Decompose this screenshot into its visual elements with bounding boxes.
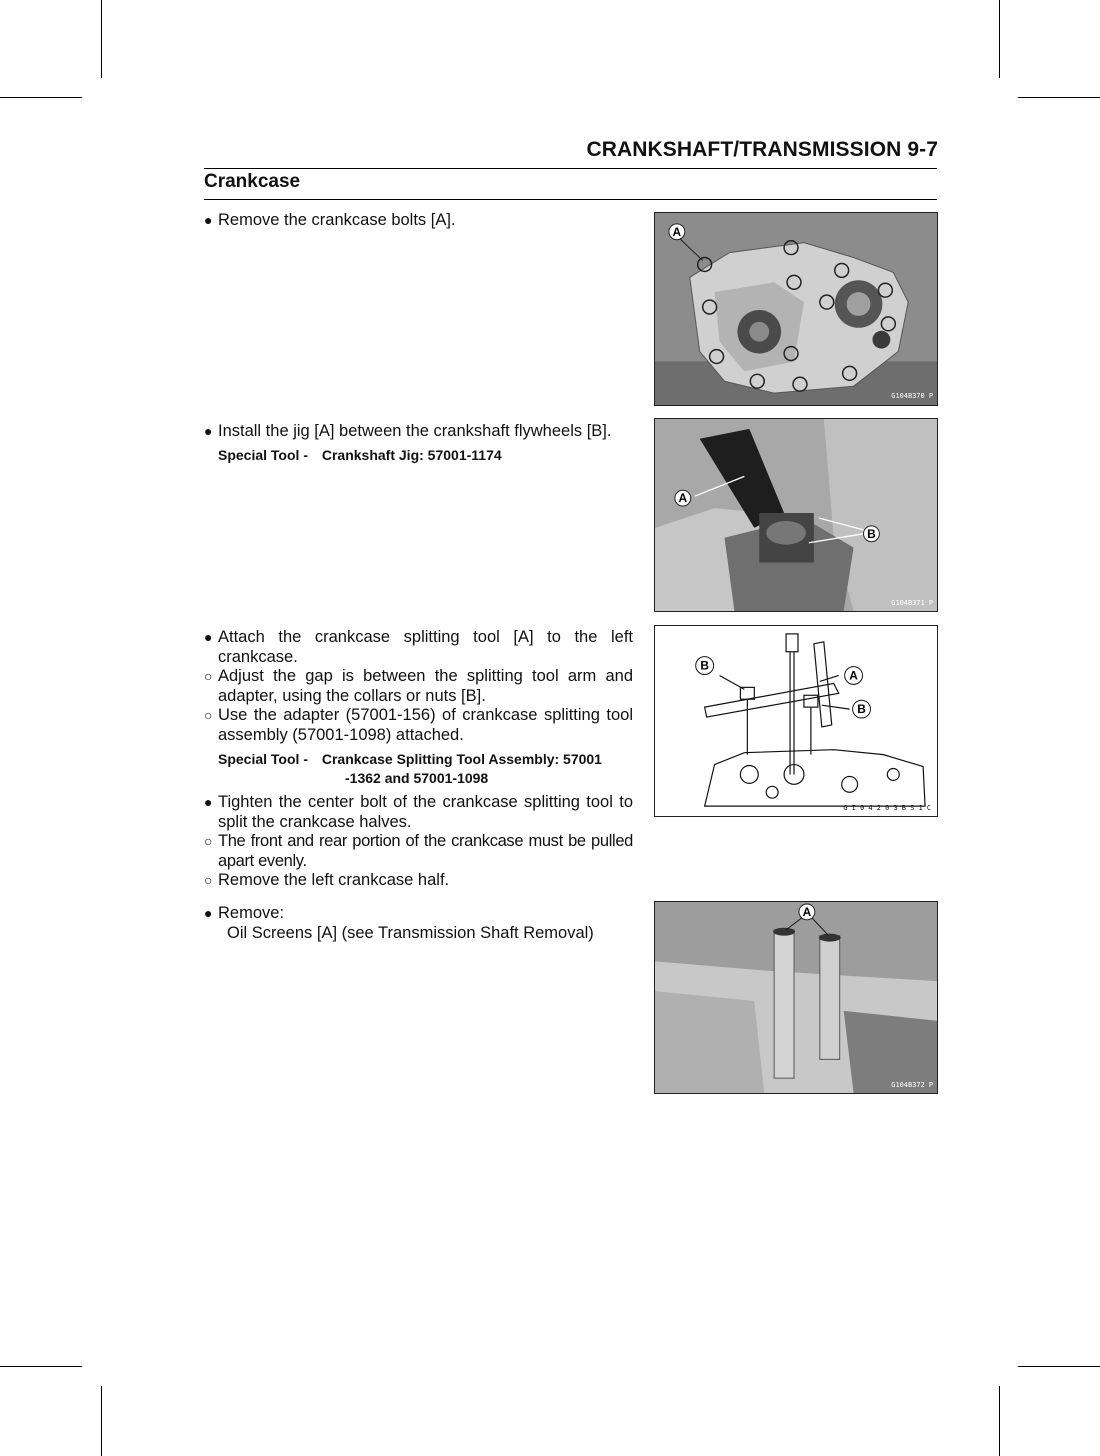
callout-b: B	[857, 702, 866, 717]
header-rule	[204, 168, 937, 169]
circle-bullet-icon: ○	[204, 872, 213, 888]
crop-mark	[0, 1366, 82, 1367]
bullet-icon: ●	[204, 905, 213, 921]
step-tighten-bolt	[204, 793, 633, 832]
crop-mark	[1018, 97, 1100, 98]
section-rule	[204, 199, 937, 200]
figure-code: G104B370 P	[891, 392, 934, 401]
crop-mark	[999, 0, 1000, 78]
bullet-icon: ●	[204, 212, 213, 228]
special-tool-name: Crankcase Splitting Tool Assembly: 57001	[321, 751, 602, 767]
crop-mark	[1018, 1366, 1100, 1367]
circle-bullet-icon: ○	[204, 707, 213, 723]
step-remove	[204, 904, 633, 924]
special-tool-label: Special Tool -	[218, 751, 308, 767]
crop-mark	[101, 1386, 102, 1456]
figure-code: G104B372 P	[891, 1081, 934, 1090]
figure-crankcase-bolts	[654, 212, 938, 406]
figure-splitting-tool	[654, 625, 938, 817]
special-tool-name: Crankshaft Jig: 57001-1174	[321, 447, 502, 463]
special-tool-label: Special Tool -	[218, 447, 308, 463]
step-text: The front and rear portion of the crankcase must be pulled apart evenly.	[218, 832, 633, 870]
step-attach-tool	[204, 628, 633, 667]
section-title: Crankcase	[204, 171, 301, 192]
bullet-icon: ●	[204, 794, 213, 810]
step-text: Tighten the center bolt of the crankcase splitting tool to split the crankcase halves.	[218, 793, 633, 831]
callout-a: A	[678, 491, 688, 506]
step-remove-bolts	[204, 211, 633, 231]
figure-oil-screens	[654, 901, 938, 1094]
step-text: Use the adapter (57001-156) of crankcase splitting tool assembly (57001-1098) attached.	[218, 706, 633, 744]
step-text: Remove:	[218, 904, 285, 922]
crop-mark	[999, 1386, 1000, 1456]
special-tool-splitter	[218, 750, 633, 788]
step-install-jig	[204, 422, 644, 442]
figure-code: G104B371 P	[891, 599, 934, 608]
callout-a: A	[849, 668, 858, 683]
circle-bullet-icon: ○	[204, 833, 213, 849]
chapter-title: CRANKSHAFT/TRANSMISSION 9-7	[586, 138, 938, 161]
callout-a: A	[802, 904, 812, 919]
circle-bullet-icon: ○	[204, 668, 213, 684]
callout-a: A	[672, 224, 682, 239]
crop-mark	[0, 97, 82, 98]
figure-code: G I 0 4 2 0 3 B S 1 C	[843, 804, 932, 813]
step-text: Remove the crankcase bolts [A].	[218, 211, 456, 229]
crop-mark	[101, 0, 102, 78]
substep-use-adapter	[204, 706, 633, 745]
substep-pull-evenly	[204, 832, 633, 871]
step-text: Attach the crankcase splitting tool [A] to the left crankcase.	[218, 628, 633, 666]
bullet-icon: ●	[204, 423, 213, 439]
figure-crankshaft-jig	[654, 418, 938, 612]
substep-remove-half	[204, 871, 633, 891]
special-tool-jig	[218, 446, 633, 465]
bullet-icon: ●	[204, 629, 213, 645]
step-text: Remove the left crankcase half.	[218, 871, 450, 889]
step-text: Install the jig [A] between the crankshaft flywheels [B].	[218, 422, 612, 440]
step-text: Adjust the gap is between the splitting tool arm and adapter, using the collars or nuts [B].	[218, 667, 633, 705]
remove-item: Oil Screens [A] (see Transmission Shaft Removal)	[227, 924, 594, 942]
callout-b: B	[700, 658, 709, 673]
special-tool-name-cont: -1362 and 57001-1098	[345, 770, 489, 786]
substep-adjust-gap	[204, 667, 633, 706]
callout-b: B	[867, 526, 876, 541]
